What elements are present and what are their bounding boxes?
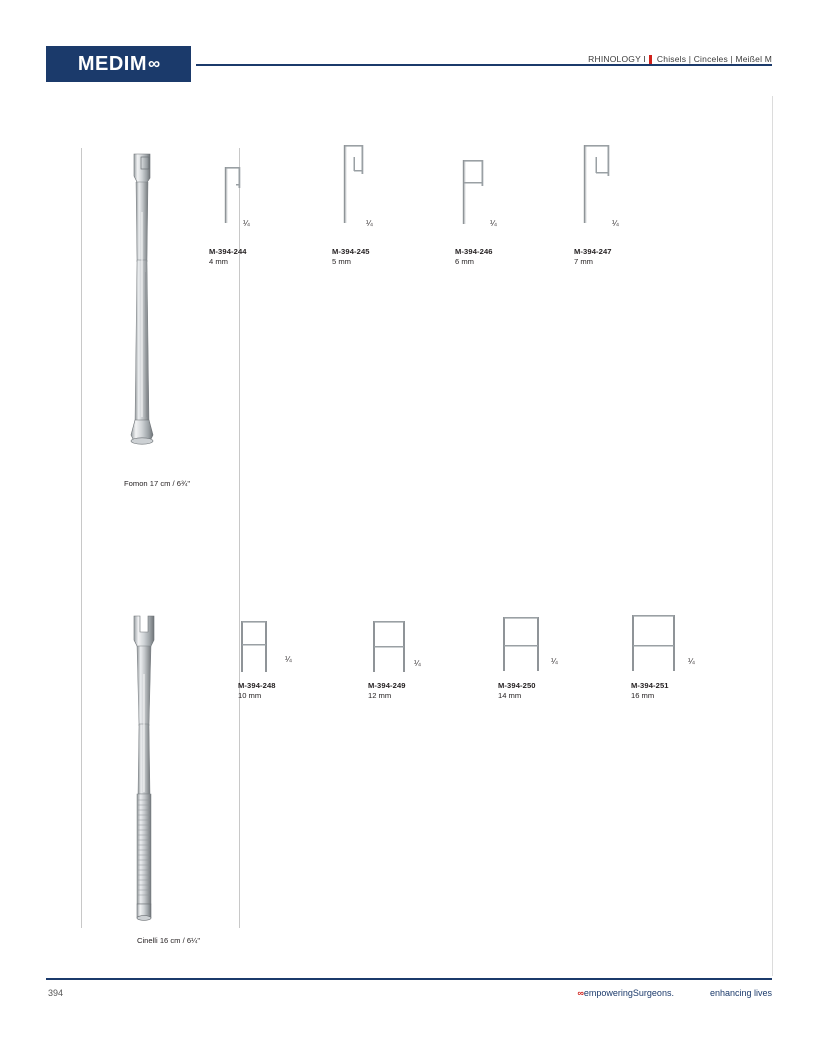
instrument-m-394-251 [629,611,689,679]
caption-m-394-247 [574,247,612,267]
caption-m-394-246 [455,247,493,267]
size-m-394-248: 10 mm [238,691,262,700]
code-m-394-248: M-394-248 [238,681,276,690]
logo-infinity-icon: ∞ [148,54,160,73]
size-m-394-244: 4 mm [209,257,228,266]
right-guide-line [772,96,773,976]
caption-m-394-251 [631,681,669,701]
size-m-394-245: 5 mm [332,257,351,266]
size-m-394-250: 14 mm [498,691,522,700]
size-m-394-249: 12 mm [368,691,392,700]
left-guide-line [81,148,82,928]
header-section: RHINOLOGY I [588,54,646,64]
caption-m-394-249 [368,681,406,701]
logo-text: MEDIM [77,52,148,75]
scale-m-394-250: ¼ [551,657,558,666]
instrument-m-394-250 [500,613,556,679]
caption-m-394-250 [498,681,536,701]
scale-m-394-251: ¼ [688,657,695,666]
instrument-m-394-249 [370,617,422,679]
code-m-394-245: M-394-245 [332,247,370,256]
code-m-394-250: M-394-250 [498,681,536,690]
caption-m-394-245 [332,247,370,267]
scale-m-394-248: ¼ [285,655,292,664]
footer-brand [577,988,673,998]
caption-cinelli [137,936,200,946]
footer-right [577,988,772,998]
cinelli-length: 16 cm / 6¼" [159,936,201,945]
scale-m-394-247: ¼ [612,219,619,228]
header-categories: Chisels | Cinceles | Meißel M [656,54,772,64]
footer-tagline: enhancing lives [709,988,772,998]
scale-m-394-249: ¼ [414,659,421,668]
cinelli-name: Cinelli [137,936,158,945]
red-marker-icon [649,55,652,64]
page-number: 394 [48,988,64,998]
caption-m-394-244 [209,247,247,267]
footer-divider [46,978,772,980]
caption-fomon [124,479,190,489]
caption-m-394-248 [238,681,276,701]
medim-logo [46,46,191,82]
instrument-m-394-248 [238,617,286,679]
fomon-length: 17 cm / 6¾" [149,479,191,488]
code-m-394-247: M-394-247 [574,247,612,256]
instrument-cinelli-large [122,614,174,932]
size-m-394-246: 6 mm [455,257,474,266]
code-m-394-246: M-394-246 [455,247,493,256]
scale-m-394-244: ¼ [243,219,250,228]
instrument-m-394-246 [455,156,495,234]
size-m-394-247: 7 mm [574,257,593,266]
header-caption [588,54,772,64]
fomon-name: Fomon [124,479,148,488]
code-m-394-251: M-394-251 [631,681,669,690]
code-m-394-249: M-394-249 [368,681,406,690]
footer-infinity-icon: ∞ [577,988,583,998]
instrument-fomon-large [120,152,172,452]
header-divider [196,64,772,66]
scale-m-394-246: ¼ [490,219,497,228]
code-m-394-244: M-394-244 [209,247,247,256]
scale-m-394-245: ¼ [366,219,373,228]
size-m-394-251: 16 mm [631,691,655,700]
footer-brand-text: empoweringSurgeons. [583,988,674,998]
